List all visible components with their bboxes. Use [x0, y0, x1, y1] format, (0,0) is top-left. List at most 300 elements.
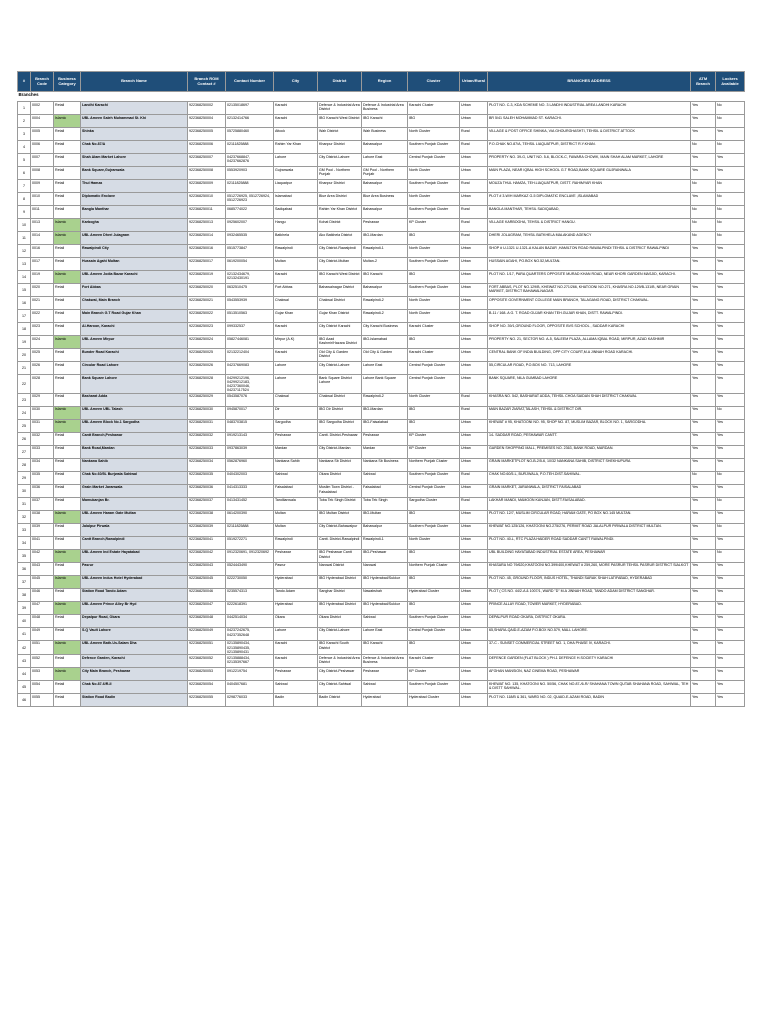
urban-rural-cell: Urban [460, 458, 488, 471]
urban-rural-cell: Urban [460, 510, 488, 523]
cluster-cell: Southern Punjab Cluster [408, 471, 460, 484]
branch-name: Cantt Branch,Peshawar [81, 432, 188, 445]
section-row [18, 92, 745, 102]
branch-name: Grain Market Jaranwala [81, 484, 188, 497]
branch-code: 0009 [31, 180, 54, 193]
region-cell: IBG-Multan [362, 510, 408, 523]
city-cell: Pasrur [274, 562, 318, 575]
district-cell: City District-Multan [318, 258, 362, 271]
row-number: 5 [18, 154, 31, 167]
branch-rom-contact: 922368250043 [188, 562, 226, 575]
branch-code: 0004 [31, 115, 54, 128]
district-cell: IBG Hyderabad District [318, 575, 362, 588]
urban-rural-cell: Urban [460, 349, 488, 362]
branch-address: SHOP # U-1321 U-1321-A KALAN BAZAR ,HAMILTON ROAD RAWALPINDI TEHSIL & DISTRICT RAWALPINDI [488, 245, 691, 258]
business-category: Islamic [54, 510, 81, 523]
lockers-available-cell: Yes [716, 536, 745, 549]
urban-rural-cell: Rural [460, 497, 488, 510]
branch-address: GRAIN MARKET, JARANWALA, DISTRICT FAISALABAD [488, 484, 691, 497]
branch-name: Bunder Road Karachi [81, 349, 188, 362]
row-number: 30 [18, 484, 31, 497]
branch-address: 55,CIRCULAR ROAD, P.O.BOX NO. 713, LAHORE [488, 362, 691, 375]
branch-code: 0011 [31, 206, 54, 219]
business-category: Retail [54, 245, 81, 258]
business-category: Islamic [54, 271, 81, 284]
district-cell: IBG Sargodha District [318, 419, 362, 432]
urban-rural-cell: Urban [460, 627, 488, 640]
contact-number: 099332537 [226, 323, 274, 336]
row-number: 11 [18, 232, 31, 245]
business-category: Islamic [54, 232, 81, 245]
district-cell: IBG Azad Kashmir/Hazara District [318, 336, 362, 349]
row-number: 45 [18, 681, 31, 694]
urban-rural-cell: Urban [460, 588, 488, 601]
business-category: Retail [54, 614, 81, 627]
branch-rom-contact: 922368250055 [188, 694, 226, 707]
cluster-cell: KP Cluster [408, 668, 460, 681]
branch-rom-contact: 922368250002 [188, 102, 226, 115]
branch-code: 0026 [31, 362, 54, 375]
contact-number: 0513510563 [226, 310, 274, 323]
table-row [18, 523, 745, 536]
branch-address: DEFENCE GARDEN (FLAT BLOCK ) PH-1 DEFENCE H.SOCIETY KARACHI [488, 655, 691, 668]
city-cell: Dir [274, 406, 318, 419]
branch-address: VILLAGE & POST OFFICE SHINKA, VIA GHOURGHASHTI, TEHSIL & DISTRICT ATTOCK [488, 128, 691, 141]
atm-branch-cell: Yes [691, 536, 716, 549]
cluster-cell: IBG [408, 601, 460, 614]
lockers-available-cell: No [716, 549, 745, 562]
branch-address: MAIN PLAZA, NEAR IQBAL HIGH SCHOOL G.T ROAD,BANK SQUARE GUJRANWALA [488, 167, 691, 180]
table-row [18, 375, 745, 394]
branch-address: PROPERTY NO. 21, SECTOR NO. A-5, SALEEM PLAZA, ALLAMA IQBAL ROAD, MIRPUR, AZAD KASHMIR [488, 336, 691, 349]
branch-code: 0036 [31, 484, 54, 497]
region-cell: IBG Karachi [362, 271, 408, 284]
cluster-cell: IBG [408, 232, 460, 245]
branch-code: 0007 [31, 154, 54, 167]
urban-rural-cell: Urban [460, 193, 488, 206]
region-cell: Wah Business [362, 128, 408, 141]
district-cell: Defence & Industrial Area District [318, 102, 362, 115]
atm-branch-cell: Yes [691, 193, 716, 206]
column-header: BRANCHES ADDRESS [488, 72, 691, 92]
contact-number: 0483703815 [226, 419, 274, 432]
branch-name: Station Road Badin [81, 694, 188, 707]
row-number: 38 [18, 588, 31, 601]
city-cell: Mardan [274, 445, 318, 458]
branch-rom-contact: 922368250041 [188, 536, 226, 549]
branch-name: Nankana Sahib [81, 458, 188, 471]
lockers-available-cell: No [716, 523, 745, 536]
branch-code: 0002 [31, 102, 54, 115]
business-category: Retail [54, 523, 81, 536]
contact-number: 0515773847 [226, 245, 274, 258]
atm-branch-cell: No [691, 219, 716, 232]
column-header: # [18, 72, 31, 92]
urban-rural-cell: Urban [460, 668, 488, 681]
atm-branch-cell: Yes [691, 510, 716, 523]
branch-code: 0054 [31, 681, 54, 694]
contact-number: 02111825888 [226, 523, 274, 536]
urban-rural-cell: Rural [460, 180, 488, 193]
urban-rural-cell: Urban [460, 167, 488, 180]
branch-code: 0049 [31, 627, 54, 640]
table-body [18, 92, 745, 707]
row-number: 17 [18, 310, 31, 323]
city-cell: Faisalabad [274, 484, 318, 497]
branch-address: FORT ABBAS, PLOT NO.129/B, KHEWAT NO.271/266, KHATOONI NO.271, KHASRA NO.129/B-131/B, NEAR GRAIN MARKET, DISTRICT BAHAWALNAGAR. [488, 284, 691, 297]
table-row [18, 271, 745, 284]
atm-branch-cell: Yes [691, 668, 716, 681]
urban-rural-cell: Urban [460, 419, 488, 432]
district-cell: IBG Karachi West District [318, 271, 362, 284]
cluster-cell: North Cluster [408, 297, 460, 310]
table-row [18, 102, 745, 115]
branch-rom-contact: 922368250007 [188, 154, 226, 167]
branch-name: UBL Ameen UBL Talash [81, 406, 188, 419]
branch-name: Bank Square Lahore [81, 375, 188, 394]
business-category: Retail [54, 432, 81, 445]
branch-address: MOUZA THUL HAMZA, TEH.LIAQUATPUR, DISTT. RAHIMYAR KHAN [488, 180, 691, 193]
branch-address: SHOP NO. 39/1,GROUND FLOOR, OPPOSITE BVS SCHOOL , SADDAR KARACHI [488, 323, 691, 336]
district-cell: Gujar Khan District [318, 310, 362, 323]
branch-name: City Main Branch, Peshawar [81, 668, 188, 681]
branch-name: Shah Alam Market Lahore [81, 154, 188, 167]
business-category: Islamic [54, 601, 81, 614]
urban-rural-cell: Urban [460, 432, 488, 445]
business-category: Retail [54, 484, 81, 497]
atm-branch-cell: Yes [691, 115, 716, 128]
district-cell: Cantt. District-Rawalpindi [318, 536, 362, 549]
cluster-cell: IBG [408, 510, 460, 523]
business-category: Islamic [54, 219, 81, 232]
cluster-cell: Southern Punjab Cluster [408, 206, 460, 219]
atm-branch-cell: Yes [691, 393, 716, 406]
region-cell: IBG-Islamabad [362, 336, 408, 349]
table-header [18, 72, 745, 92]
row-number: 42 [18, 640, 31, 655]
table-row [18, 154, 745, 167]
table-row [18, 180, 745, 193]
table-row [18, 362, 745, 375]
region-cell: Sahiwal [362, 681, 408, 694]
lockers-available-cell: Yes [716, 445, 745, 458]
district-cell: Nankana Sb District [318, 458, 362, 471]
branch-address: KHASARA NO 79/620,KHATOONI NO.399/400,KHEWAT # 259,260, MORE PASRUR TEHSIL PASRUR DISTRICT SIALKOT [488, 562, 691, 575]
table-row [18, 562, 745, 575]
region-cell: IBG-Faisalabad [362, 419, 408, 432]
branch-address: DEPALPUR ROAD OKARA, DISTRICT OKARA. [488, 614, 691, 627]
atm-branch-cell: No [691, 141, 716, 154]
district-cell: IBG Hyderabad District [318, 601, 362, 614]
branches-table [17, 71, 745, 707]
cluster-cell: North Cluster [408, 128, 460, 141]
district-cell: City District-Mardan [318, 445, 362, 458]
atm-branch-cell: Yes [691, 562, 716, 575]
district-cell: City District-Lahore [318, 362, 362, 375]
district-cell: Ako Batkhela District [318, 232, 362, 245]
table-row [18, 681, 745, 694]
row-number: 13 [18, 258, 31, 271]
district-cell: City District-Rawalpindi [318, 245, 362, 258]
city-cell: Chakwal [274, 297, 318, 310]
city-cell: Multan [274, 510, 318, 523]
branch-address: P.O.CHAK NO.87/A, TEHSIL LIAQUATPUR, DISTRICT R.Y.KHAN. [488, 141, 691, 154]
table-row [18, 393, 745, 406]
branch-rom-contact: 922368250034 [188, 458, 226, 471]
branch-address: UBL BUILDING HAYATABAD INDUSTRIAL ESTATE AREA, PESHAWAR [488, 549, 691, 562]
business-category: Islamic [54, 668, 81, 681]
region-cell: Lahore Bank Square [362, 375, 408, 394]
region-cell: Peshawar [362, 668, 408, 681]
district-cell: Narowal District [318, 562, 362, 575]
branch-rom-contact: 922368250053 [188, 668, 226, 681]
business-category: Retail [54, 349, 81, 362]
branch-code: 0037 [31, 497, 54, 510]
region-cell: Defence & Industrial Area Business [362, 102, 408, 115]
branch-name: Al-Haroon, Karachi [81, 323, 188, 336]
contact-number: 0442514034 [226, 614, 274, 627]
row-number: 16 [18, 297, 31, 310]
cluster-cell: Southern Punjab Cluster [408, 523, 460, 536]
cluster-cell: IBG [408, 336, 460, 349]
region-cell: Faisalabad [362, 484, 408, 497]
district-cell: Bahawalnagar District [318, 284, 362, 297]
atm-branch-cell: Yes [691, 575, 716, 588]
city-cell: Multan [274, 523, 318, 536]
cluster-cell: North Cluster [408, 536, 460, 549]
row-number: 41 [18, 627, 31, 640]
city-cell: Lahore [274, 375, 318, 394]
branch-name: Jalalpur Pirwala [81, 523, 188, 536]
city-cell: Sahiwal [274, 471, 318, 484]
branch-name: Depalpur Road, Okara [81, 614, 188, 627]
contact-number: 0414313333 [226, 484, 274, 497]
business-category: Retail [54, 258, 81, 271]
row-number: 21 [18, 362, 31, 375]
business-category: Retail [54, 297, 81, 310]
urban-rural-cell: Rural [460, 471, 488, 484]
cluster-cell: Southern Punjab Cluster [408, 141, 460, 154]
business-category: Retail [54, 497, 81, 510]
contact-number: 0619200054 [226, 258, 274, 271]
region-cell: Mardan [362, 445, 408, 458]
branch-code: 0047 [31, 601, 54, 614]
district-cell: Bank Square District Lahore [318, 375, 362, 394]
city-cell: Rahim Yar Khan [274, 141, 318, 154]
atm-branch-cell: Yes [691, 549, 716, 562]
lockers-available-cell: Yes [716, 154, 745, 167]
business-category: Retail [54, 694, 81, 707]
cluster-cell: Northern Punjab Cluster [408, 458, 460, 471]
cluster-cell: Hyderabad Cluster [408, 694, 460, 707]
atm-branch-cell: Yes [691, 419, 716, 432]
branch-address: PRINCE ALLAY ROAD, TOWER MARKET, HYDERABAD. [488, 601, 691, 614]
city-cell: Chakwal [274, 393, 318, 406]
row-number: 20 [18, 349, 31, 362]
region-cell: Nawabshah [362, 588, 408, 601]
branch-code: 0048 [31, 614, 54, 627]
atm-branch-cell: Yes [691, 627, 716, 640]
lockers-available-cell: No [716, 141, 745, 154]
city-cell: Karachi [274, 655, 318, 668]
branch-address: HUSSAIN AGAHI, PO.BOX NO.52,MULTAN. [488, 258, 691, 271]
region-cell: Peshawar [362, 432, 408, 445]
branch-rom-contact: 922368250013 [188, 219, 226, 232]
lockers-available-cell: Yes [716, 694, 745, 707]
cluster-cell: Southern Punjab Cluster [408, 614, 460, 627]
business-category: Retail [54, 193, 81, 206]
contact-number: 0404302003 [226, 471, 274, 484]
cluster-cell: KP Cluster [408, 445, 460, 458]
lockers-available-cell: Yes [716, 575, 745, 588]
city-cell: Lahore [274, 627, 318, 640]
branch-rom-contact: 922368250045 [188, 575, 226, 588]
contact-number: 04299212196, 04299212183, 04237360046, 04237117524 [226, 375, 274, 394]
lockers-available-cell: No [716, 180, 745, 193]
atm-branch-cell: No [691, 471, 716, 484]
business-category: Retail [54, 445, 81, 458]
atm-branch-cell: Yes [691, 154, 716, 167]
branch-code: 0051 [31, 640, 54, 655]
city-cell: Gujranwala [274, 167, 318, 180]
lockers-available-cell: No [716, 406, 745, 419]
table-row [18, 588, 745, 601]
city-cell: Hyderabad [274, 575, 318, 588]
lockers-available-cell: Yes [716, 640, 745, 655]
urban-rural-cell: Rural [460, 406, 488, 419]
column-header: District [318, 72, 362, 92]
row-number: 19 [18, 336, 31, 349]
branch-name: Karbogha [81, 219, 188, 232]
branch-name: Bank Square,Gujranwala [81, 167, 188, 180]
urban-rural-cell: Rural [460, 393, 488, 406]
contact-number: 04237669083 [226, 362, 274, 375]
city-cell: Badin [274, 694, 318, 707]
branch-name: UBL Ameen Dheri Julagram [81, 232, 188, 245]
branch-rom-contact: 922368250033 [188, 445, 226, 458]
branch-name: Thul Hamza [81, 180, 188, 193]
lockers-available-cell: Yes [716, 668, 745, 681]
atm-branch-cell: Yes [691, 271, 716, 284]
region-cell: GM Pool - Northern Punjab [362, 167, 408, 180]
cluster-cell: IBG [408, 419, 460, 432]
urban-rural-cell: Urban [460, 562, 488, 575]
region-cell: IBG-Peshawar [362, 549, 408, 562]
branch-name: UBL Ameen Indus Hotel Hyderabad [81, 575, 188, 588]
district-cell: IBG Multan District [318, 510, 362, 523]
contact-number: 0932465535 [226, 232, 274, 245]
region-cell: Bahawalpur [362, 523, 408, 536]
branch-rom-contact: 922368250032 [188, 432, 226, 445]
table-row [18, 193, 745, 206]
business-category: Retail [54, 167, 81, 180]
city-cell: Karachi [274, 271, 318, 284]
table-row [18, 484, 745, 497]
table-row [18, 668, 745, 681]
row-number: 28 [18, 458, 31, 471]
branch-address: DHERI JOLAGRAM, TEHSIL BATKHELA MALAKAND AGENCY [488, 232, 691, 245]
lockers-available-cell: No [716, 206, 745, 219]
atm-branch-cell: Yes [691, 349, 716, 362]
branch-code: 0045 [31, 575, 54, 588]
region-cell: Rawalpindi-2 [362, 297, 408, 310]
urban-rural-cell: Urban [460, 694, 488, 707]
business-category: Retail [54, 141, 81, 154]
row-number: 2 [18, 115, 31, 128]
row-number: 9 [18, 206, 31, 219]
column-header: Branch Code [31, 72, 54, 92]
atm-branch-cell: Yes [691, 297, 716, 310]
business-category: Retail [54, 588, 81, 601]
city-cell: Batkhela [274, 232, 318, 245]
branch-code: 0042 [31, 549, 54, 562]
district-cell: IBG Karachi South District [318, 640, 362, 655]
region-cell: Blue Area Business [362, 193, 408, 206]
table-row [18, 336, 745, 349]
business-category: Islamic [54, 575, 81, 588]
contact-number: 0562876960 [226, 458, 274, 471]
business-category: Retail [54, 128, 81, 141]
row-number: 31 [18, 497, 31, 510]
branch-rom-contact: 922368250010 [188, 193, 226, 206]
lockers-available-cell: No [716, 232, 745, 245]
city-cell: Islamabad [274, 193, 318, 206]
region-cell: IBG-Mardan [362, 406, 408, 419]
cluster-cell: KP Cluster [408, 432, 460, 445]
branch-code: 0031 [31, 419, 54, 432]
atm-branch-cell: Yes [691, 445, 716, 458]
urban-rural-cell: Urban [460, 614, 488, 627]
urban-rural-cell: Urban [460, 245, 488, 258]
city-cell: Karachi [274, 640, 318, 655]
table-row [18, 627, 745, 640]
cluster-cell: Central Punjab Cluster [408, 375, 460, 394]
business-category: Retail [54, 206, 81, 219]
column-header: Branch Name [81, 72, 188, 92]
city-cell: Rawalpindi [274, 536, 318, 549]
branch-address: KHASRA NO. 542, BASHARAT ADDA, TEHSIL CHOA SAIDAN SHAH DISTRICT CHAKWAL [488, 393, 691, 406]
row-number: 25 [18, 419, 31, 432]
branch-rom-contact: 922368250014 [188, 232, 226, 245]
table-row [18, 432, 745, 445]
contact-number: 0413431452 [226, 497, 274, 510]
cluster-cell: Central Punjab Cluster [408, 484, 460, 497]
urban-rural-cell: Urban [460, 549, 488, 562]
branch-code: 0055 [31, 694, 54, 707]
district-cell: Okara District [318, 614, 362, 627]
branch-address: PROPERTY NO. 39-G, UNIT NO. 5-6, BLOCK-C, FAWARA CHOWK, MAIN SHAH ALAM MARKET, LAHORE [488, 154, 691, 167]
table-row [18, 167, 745, 180]
lockers-available-cell: Yes [716, 510, 745, 523]
row-number: 39 [18, 601, 31, 614]
city-cell: Hyderabad [274, 601, 318, 614]
district-cell: Chakwal District [318, 393, 362, 406]
branch-rom-contact: 922368250004 [188, 115, 226, 128]
cluster-cell: North Cluster [408, 193, 460, 206]
urban-rural-cell: Urban [460, 575, 488, 588]
table-row [18, 510, 745, 523]
branch-address: KHEWAT NO. 135, KHATOONI NO. 50/56, CHAK NO.87-/6-R/ SHAHANA TOWN QUTAB SHAHANA ROAD, SAHIWAL, TEH & DISTT SAHIWAL. [488, 681, 691, 694]
table-row [18, 245, 745, 258]
urban-rural-cell: Urban [460, 362, 488, 375]
branch-code: 0023 [31, 323, 54, 336]
lockers-available-cell: Yes [716, 655, 745, 668]
business-category: Retail [54, 471, 81, 484]
urban-rural-cell: Urban [460, 258, 488, 271]
row-number: 12 [18, 245, 31, 258]
branch-address: GRAIN MARKETPLOT NO-B-2/5-6, 10/32 NANKANA SAHIB, DISTRICT SHEKHUPURA [488, 458, 691, 471]
city-cell: Nankana Sahib [274, 458, 318, 471]
